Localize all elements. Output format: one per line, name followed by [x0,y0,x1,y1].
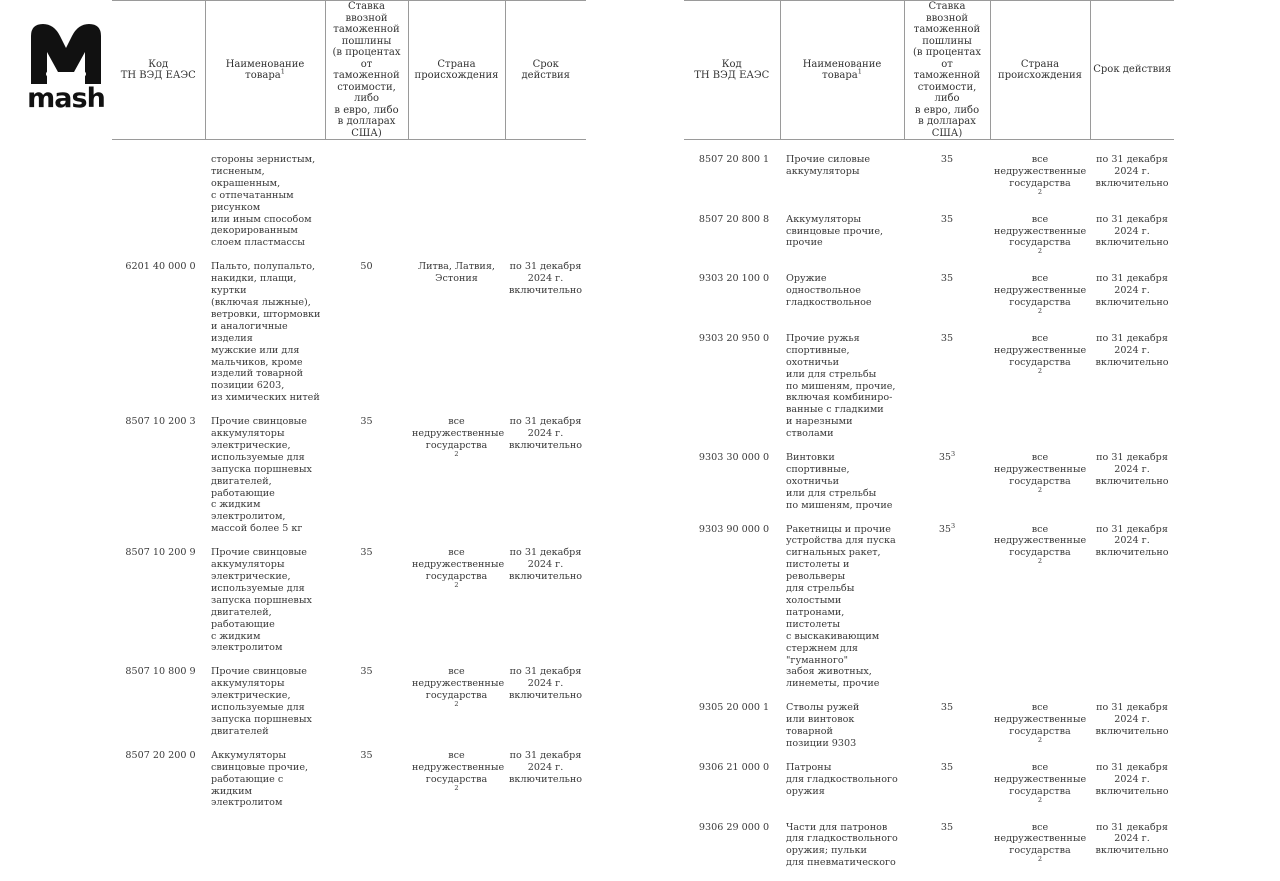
table-row [112,750,586,822]
cell-code: 9303 20 950 0 [684,333,780,452]
header-code: Код ТН ВЭД ЕАЭС [684,1,780,140]
cell-code [112,140,205,262]
table-row [112,666,586,749]
cell-code: 8507 20 800 8 [684,214,780,274]
header-country: Страна происхождения [990,1,1090,140]
cell-term: по 31 декабря 2024 г. включительно [1090,762,1174,822]
cell-name: Пальто, полупальто, накидки, плащи, куртки (включая лыжные), ветровки, штормовки и аналогичные изделия мужские или для мальчиков, кроме изделий товарной позиции 6203, из химических нитей [205,261,325,416]
cell-code: 6201 40 000 0 [112,261,205,416]
cell-rate: 35 [904,333,990,452]
table-row [684,452,1174,524]
cell-name: Аккумуляторы свинцовые прочие, прочие [780,214,904,274]
mash-logo [25,22,107,114]
cell-name: Аккумуляторы свинцовые прочие, работающие с жидким электролитом [205,750,325,822]
cell-name: Прочие ружья спортивные, охотничьи или для стрельбы по мишеням, прочие, включая комбиниро- ванные с гладкими и нарезными стволами [780,333,904,452]
cell-code: 9303 30 000 0 [684,452,780,524]
cell-term: по 31 декабря 2024 г. включительно [1090,452,1174,524]
cell-term [505,140,586,262]
cell-term: по 31 декабря 2024 г. включительно [1090,524,1174,703]
cell-code: 9305 20 000 1 [684,702,780,762]
table-row [684,333,1174,452]
cell-term: по 31 декабря 2024 г. включительно [1090,140,1174,214]
cell-rate: $35^3$ [904,524,990,703]
cell-name: Прочие свинцовые аккумуляторы электрические, используемые для запуска поршневых двигателей [205,666,325,749]
cell-code: 8507 20 200 0 [112,750,205,822]
table-row [684,702,1174,762]
brand-name: mash [25,84,107,114]
cell-country: все недружественные государства $^2$ [990,452,1090,524]
cell-country: все недружественные государства $^2$ [990,822,1090,881]
header-name: Наименование товара$^1$ [205,1,325,140]
cell-country: все недружественные государства $^2$ [990,333,1090,452]
cell-term: по 31 декабря 2024 г. включительно [1090,273,1174,333]
cell-country: все недружественные государства $^2$ [990,762,1090,822]
cell-name: Стволы ружей или винтовок товарной позиции 9303 [780,702,904,762]
cell-name: Прочие силовые аккумуляторы [780,140,904,214]
table-row [684,214,1174,274]
cell-country: все недружественные государства $^2$ [990,702,1090,762]
cell-rate: 35 [325,547,408,666]
cell-rate: 35 [904,140,990,214]
table-row [684,762,1174,822]
cell-term: по 31 декабря 2024 г. включительно [1090,822,1174,881]
cell-rate: 35 [904,762,990,822]
cell-code: 9303 90 000 0 [684,524,780,703]
cell-term: по 31 декабря 2024 г. включительно [505,666,586,749]
cell-name: Ракетницы и прочие устройства для пуска сигнальных ракет, пистолеты и револьверы для стрельбы холостыми патронами, пистолеты с выскакивающим стержнем для "гуманного" забоя животных, линеметы, прочие [780,524,904,703]
cell-name: Патроны для гладкоствольного оружия [780,762,904,822]
cell-code: 9303 20 100 0 [684,273,780,333]
header-name: Наименование товара$^1$ [780,1,904,140]
cell-term: по 31 декабря 2024 г. включительно [505,416,586,547]
cell-rate: 35 [325,416,408,547]
cell-name: Прочие свинцовые аккумуляторы электрические, используемые для запуска поршневых двигателей, работающие с жидким электролитом [205,547,325,666]
cell-term: по 31 декабря 2024 г. включительно [505,261,586,416]
cell-country [408,140,505,262]
table-row [112,261,586,416]
cell-country: все недружественные государства $^2$ [990,140,1090,214]
cell-country: все недружественные государства $^2$ [408,416,505,547]
cell-term: по 31 декабря 2024 г. включительно [1090,333,1174,452]
cell-name: Прочие свинцовые аккумуляторы электрические, используемые для запуска поршневых двигателей, работающие с жидким электролитом, массой более 5 кг [205,416,325,547]
cell-rate [325,140,408,262]
cell-country: все недружественные государства $^2$ [408,666,505,749]
header-rate: Ставка ввозной таможенной пошлины (в процентах от таможенной стоимости, либо в евро, либо в долларах США) [904,1,990,140]
header-term: Срок действия [505,1,586,140]
cell-term: по 31 декабря 2024 г. включительно [505,547,586,666]
table-row [684,822,1174,881]
cell-rate: 35 [904,214,990,274]
cell-name: Оружие одноствольное гладкоствольное [780,273,904,333]
cell-term: по 31 декабря 2024 г. включительно [1090,214,1174,274]
tariff-table-left [112,0,586,821]
cell-code: 8507 20 800 1 [684,140,780,214]
cell-rate: 35 [904,702,990,762]
cell-country: Литва, Латвия, Эстония [408,261,505,416]
cell-code: 8507 10 200 3 [112,416,205,547]
header-term: Срок действия [1090,1,1174,140]
cell-country: все недружественные государства $^2$ [990,524,1090,703]
tariff-table-right [684,0,1174,881]
cell-rate: 35 [325,750,408,822]
cell-code: 8507 10 200 9 [112,547,205,666]
cell-country: все недружественные государства $^2$ [990,214,1090,274]
cell-rate: 50 [325,261,408,416]
table-row [684,140,1174,214]
cell-name: Винтовки спортивные, охотничьи или для стрельбы по мишеням, прочие [780,452,904,524]
cell-code: 8507 10 800 9 [112,666,205,749]
table-row [112,416,586,547]
cell-code: 9306 21 000 0 [684,762,780,822]
table-row [684,524,1174,703]
cell-country: все недружественные государства $^2$ [990,273,1090,333]
header-country: Страна происхождения [408,1,505,140]
cell-rate: $35^3$ [904,452,990,524]
cell-term: по 31 декабря 2024 г. включительно [505,750,586,822]
cell-name: Части для патронов для гладкоствольного оружия; пульки для пневматического [780,822,904,881]
table-row [112,140,586,262]
mash-m-logo-icon [27,22,105,86]
cell-rate: 35 [904,273,990,333]
document-page-left [112,0,586,720]
document-page-right [684,0,1174,720]
header-rate: Ставка ввозной таможенной пошлины (в процентах от таможенной стоимости, либо в евро, либо в долларах США) [325,1,408,140]
cell-rate: 35 [325,666,408,749]
cell-code: 9306 29 000 0 [684,822,780,881]
table-row [112,547,586,666]
table-row [684,273,1174,333]
cell-term: по 31 декабря 2024 г. включительно [1090,702,1174,762]
cell-name: стороны зернистым, тисненым, окрашенным, с отпечатанным рисунком или иным способом декорированным слоем пластмассы [205,140,325,262]
cell-country: все недружественные государства $^2$ [408,547,505,666]
cell-rate: 35 [904,822,990,881]
header-code: Код ТН ВЭД ЕАЭС [112,1,205,140]
cell-country: все недружественные государства $^2$ [408,750,505,822]
